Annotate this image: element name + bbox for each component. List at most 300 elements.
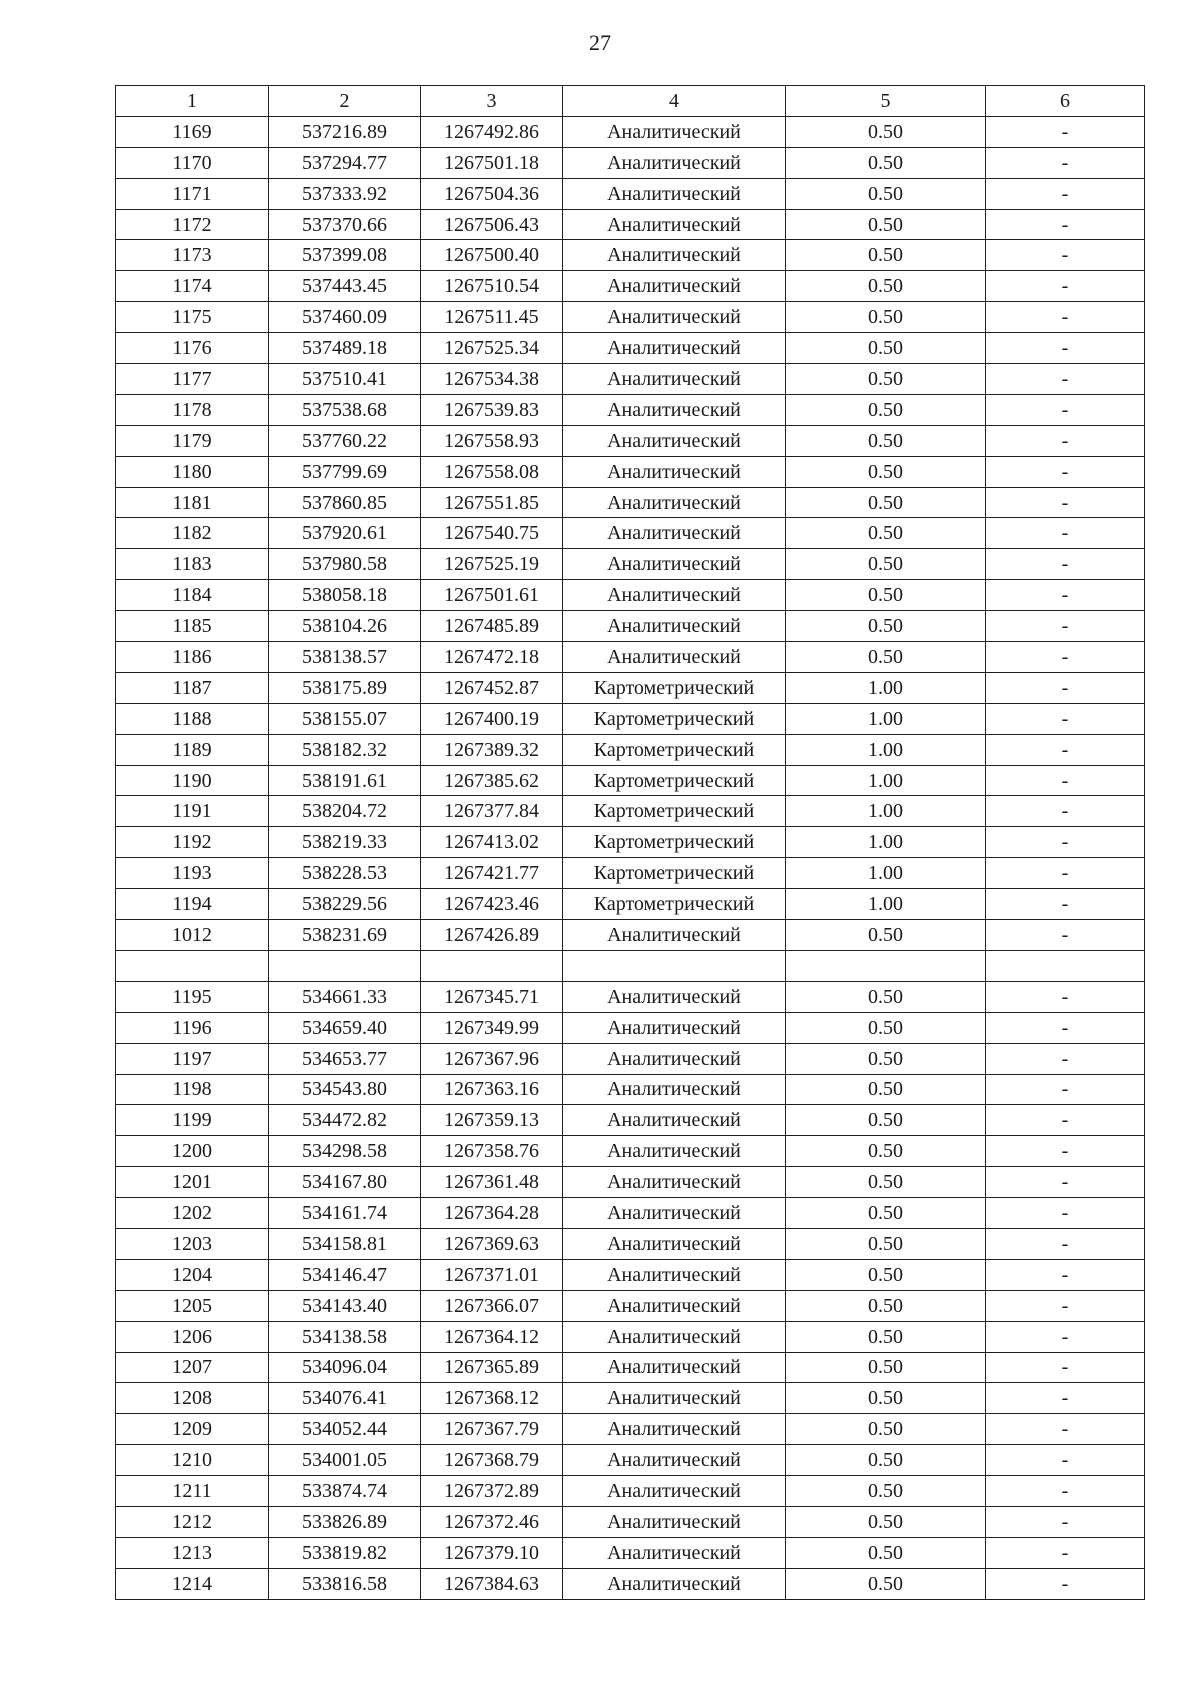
- x-coordinate-cell: 537399.08: [269, 240, 421, 271]
- method-cell: Аналитический: [563, 1105, 786, 1136]
- accuracy-cell: 0.50: [786, 456, 986, 487]
- note-cell: -: [986, 1043, 1145, 1074]
- note-cell: -: [986, 240, 1145, 271]
- x-coordinate-cell: 537443.45: [269, 271, 421, 302]
- column-header: 4: [563, 86, 786, 117]
- x-coordinate-cell: 534161.74: [269, 1198, 421, 1229]
- method-cell: Аналитический: [563, 1537, 786, 1568]
- method-cell: Аналитический: [563, 116, 786, 147]
- table-row: [116, 394, 1145, 425]
- point-number-cell: 1186: [116, 642, 269, 673]
- x-coordinate-cell: 534138.58: [269, 1321, 421, 1352]
- point-number-cell: 1210: [116, 1445, 269, 1476]
- note-cell: -: [986, 456, 1145, 487]
- method-cell: Картометрический: [563, 672, 786, 703]
- note-cell: -: [986, 765, 1145, 796]
- y-coordinate-cell: 1267367.79: [421, 1414, 563, 1445]
- table-row: [116, 549, 1145, 580]
- table-row: [116, 827, 1145, 858]
- table-row: [116, 1352, 1145, 1383]
- method-cell: Аналитический: [563, 1259, 786, 1290]
- table-row: [116, 209, 1145, 240]
- point-number-cell: 1182: [116, 518, 269, 549]
- accuracy-cell: 0.50: [786, 487, 986, 518]
- method-cell: Аналитический: [563, 1167, 786, 1198]
- y-coordinate-cell: 1267368.12: [421, 1383, 563, 1414]
- accuracy-cell: 0.50: [786, 116, 986, 147]
- accuracy-cell: 0.50: [786, 147, 986, 178]
- method-cell: Аналитический: [563, 147, 786, 178]
- point-number-cell: 1178: [116, 394, 269, 425]
- x-coordinate-cell: 534659.40: [269, 1012, 421, 1043]
- point-number-cell: 1202: [116, 1198, 269, 1229]
- method-cell: Аналитический: [563, 1321, 786, 1352]
- x-coordinate-cell: 534001.05: [269, 1445, 421, 1476]
- point-number-cell: 1181: [116, 487, 269, 518]
- y-coordinate-cell: 1267525.34: [421, 333, 563, 364]
- column-header: 3: [421, 86, 563, 117]
- column-header: 5: [786, 86, 986, 117]
- point-number-cell: 1180: [116, 456, 269, 487]
- y-coordinate-cell: [421, 950, 563, 981]
- method-cell: Аналитический: [563, 1506, 786, 1537]
- note-cell: -: [986, 1352, 1145, 1383]
- y-coordinate-cell: 1267364.28: [421, 1198, 563, 1229]
- accuracy-cell: 0.50: [786, 580, 986, 611]
- point-number-cell: 1175: [116, 302, 269, 333]
- y-coordinate-cell: 1267421.77: [421, 858, 563, 889]
- table-row: [116, 796, 1145, 827]
- point-number-cell: 1203: [116, 1228, 269, 1259]
- y-coordinate-cell: 1267492.86: [421, 116, 563, 147]
- method-cell: Картометрический: [563, 703, 786, 734]
- method-cell: Аналитический: [563, 1136, 786, 1167]
- point-number-cell: 1193: [116, 858, 269, 889]
- method-cell: Картометрический: [563, 889, 786, 920]
- x-coordinate-cell: 534076.41: [269, 1383, 421, 1414]
- table-row: [116, 302, 1145, 333]
- point-number-cell: 1212: [116, 1506, 269, 1537]
- x-coordinate-cell: 537216.89: [269, 116, 421, 147]
- point-number-cell: 1196: [116, 1012, 269, 1043]
- table-row: [116, 240, 1145, 271]
- table-row: [116, 1198, 1145, 1229]
- accuracy-cell: 0.50: [786, 1259, 986, 1290]
- point-number-cell: 1190: [116, 765, 269, 796]
- point-number-cell: 1198: [116, 1074, 269, 1105]
- accuracy-cell: 1.00: [786, 703, 986, 734]
- accuracy-cell: 0.50: [786, 1012, 986, 1043]
- note-cell: -: [986, 1012, 1145, 1043]
- table-row: [116, 1445, 1145, 1476]
- x-coordinate-cell: [269, 950, 421, 981]
- accuracy-cell: 0.50: [786, 1537, 986, 1568]
- note-cell: -: [986, 1167, 1145, 1198]
- note-cell: -: [986, 981, 1145, 1012]
- method-cell: Аналитический: [563, 518, 786, 549]
- accuracy-cell: 1.00: [786, 858, 986, 889]
- y-coordinate-cell: 1267539.83: [421, 394, 563, 425]
- accuracy-cell: 0.50: [786, 1352, 986, 1383]
- y-coordinate-cell: 1267389.32: [421, 734, 563, 765]
- accuracy-cell: 0.50: [786, 611, 986, 642]
- x-coordinate-cell: 537370.66: [269, 209, 421, 240]
- table-row: [116, 1414, 1145, 1445]
- table-row: [116, 703, 1145, 734]
- y-coordinate-cell: 1267372.46: [421, 1506, 563, 1537]
- y-coordinate-cell: 1267358.76: [421, 1136, 563, 1167]
- y-coordinate-cell: 1267485.89: [421, 611, 563, 642]
- x-coordinate-cell: 537294.77: [269, 147, 421, 178]
- table-row: [116, 1105, 1145, 1136]
- x-coordinate-cell: 534143.40: [269, 1290, 421, 1321]
- note-cell: -: [986, 1228, 1145, 1259]
- method-cell: Аналитический: [563, 1228, 786, 1259]
- point-number-cell: 1188: [116, 703, 269, 734]
- table-row: [116, 1321, 1145, 1352]
- x-coordinate-cell: 533819.82: [269, 1537, 421, 1568]
- note-cell: [986, 950, 1145, 981]
- table-row: [116, 518, 1145, 549]
- note-cell: -: [986, 611, 1145, 642]
- x-coordinate-cell: 537799.69: [269, 456, 421, 487]
- note-cell: -: [986, 487, 1145, 518]
- accuracy-cell: 0.50: [786, 1167, 986, 1198]
- x-coordinate-cell: 538182.32: [269, 734, 421, 765]
- accuracy-cell: 0.50: [786, 394, 986, 425]
- method-cell: Аналитический: [563, 302, 786, 333]
- point-number-cell: 1197: [116, 1043, 269, 1074]
- accuracy-cell: 0.50: [786, 209, 986, 240]
- method-cell: Аналитический: [563, 456, 786, 487]
- method-cell: Картометрический: [563, 858, 786, 889]
- table-body: [116, 116, 1145, 1599]
- note-cell: -: [986, 147, 1145, 178]
- accuracy-cell: 0.50: [786, 981, 986, 1012]
- point-number-cell: 1174: [116, 271, 269, 302]
- point-number-cell: 1201: [116, 1167, 269, 1198]
- x-coordinate-cell: 534096.04: [269, 1352, 421, 1383]
- note-cell: -: [986, 1074, 1145, 1105]
- method-cell: Аналитический: [563, 487, 786, 518]
- y-coordinate-cell: 1267558.08: [421, 456, 563, 487]
- y-coordinate-cell: 1267369.63: [421, 1228, 563, 1259]
- method-cell: [563, 950, 786, 981]
- accuracy-cell: 0.50: [786, 1290, 986, 1321]
- x-coordinate-cell: 533826.89: [269, 1506, 421, 1537]
- table-row: [116, 672, 1145, 703]
- note-cell: -: [986, 518, 1145, 549]
- accuracy-cell: 0.50: [786, 518, 986, 549]
- method-cell: Аналитический: [563, 611, 786, 642]
- method-cell: Картометрический: [563, 796, 786, 827]
- x-coordinate-cell: 537510.41: [269, 364, 421, 395]
- point-number-cell: 1194: [116, 889, 269, 920]
- accuracy-cell: 0.50: [786, 1383, 986, 1414]
- method-cell: Аналитический: [563, 1290, 786, 1321]
- y-coordinate-cell: 1267366.07: [421, 1290, 563, 1321]
- table-row: [116, 950, 1145, 981]
- note-cell: -: [986, 1383, 1145, 1414]
- y-coordinate-cell: 1267377.84: [421, 796, 563, 827]
- x-coordinate-cell: 538058.18: [269, 580, 421, 611]
- accuracy-cell: 0.50: [786, 642, 986, 673]
- note-cell: -: [986, 889, 1145, 920]
- accuracy-cell: 1.00: [786, 765, 986, 796]
- column-header: 2: [269, 86, 421, 117]
- note-cell: -: [986, 1506, 1145, 1537]
- point-number-cell: 1185: [116, 611, 269, 642]
- y-coordinate-cell: 1267385.62: [421, 765, 563, 796]
- y-coordinate-cell: 1267452.87: [421, 672, 563, 703]
- accuracy-cell: 0.50: [786, 920, 986, 951]
- method-cell: Аналитический: [563, 1352, 786, 1383]
- method-cell: Аналитический: [563, 240, 786, 271]
- table-row: [116, 1290, 1145, 1321]
- x-coordinate-cell: 538204.72: [269, 796, 421, 827]
- x-coordinate-cell: 537333.92: [269, 178, 421, 209]
- y-coordinate-cell: 1267504.36: [421, 178, 563, 209]
- y-coordinate-cell: 1267364.12: [421, 1321, 563, 1352]
- x-coordinate-cell: 538191.61: [269, 765, 421, 796]
- y-coordinate-cell: 1267365.89: [421, 1352, 563, 1383]
- table-row: [116, 1476, 1145, 1507]
- x-coordinate-cell: 537460.09: [269, 302, 421, 333]
- y-coordinate-cell: 1267361.48: [421, 1167, 563, 1198]
- y-coordinate-cell: 1267426.89: [421, 920, 563, 951]
- x-coordinate-cell: 538175.89: [269, 672, 421, 703]
- note-cell: -: [986, 209, 1145, 240]
- accuracy-cell: 0.50: [786, 1321, 986, 1352]
- y-coordinate-cell: 1267501.61: [421, 580, 563, 611]
- accuracy-cell: 0.50: [786, 302, 986, 333]
- y-coordinate-cell: 1267379.10: [421, 1537, 563, 1568]
- x-coordinate-cell: 537538.68: [269, 394, 421, 425]
- method-cell: Аналитический: [563, 1414, 786, 1445]
- x-coordinate-cell: 537760.22: [269, 425, 421, 456]
- table-row: [116, 1136, 1145, 1167]
- table-row: [116, 178, 1145, 209]
- y-coordinate-cell: 1267363.16: [421, 1074, 563, 1105]
- point-number-cell: 1183: [116, 549, 269, 580]
- method-cell: Аналитический: [563, 1445, 786, 1476]
- point-number-cell: 1170: [116, 147, 269, 178]
- accuracy-cell: 0.50: [786, 1445, 986, 1476]
- coordinates-table: [115, 85, 1145, 1600]
- x-coordinate-cell: 537860.85: [269, 487, 421, 518]
- note-cell: -: [986, 425, 1145, 456]
- note-cell: -: [986, 642, 1145, 673]
- accuracy-cell: 0.50: [786, 1228, 986, 1259]
- table-row: [116, 1383, 1145, 1414]
- point-number-cell: 1208: [116, 1383, 269, 1414]
- table-row: [116, 1012, 1145, 1043]
- table-row: [116, 580, 1145, 611]
- x-coordinate-cell: 534158.81: [269, 1228, 421, 1259]
- table-row: [116, 333, 1145, 364]
- x-coordinate-cell: 534298.58: [269, 1136, 421, 1167]
- accuracy-cell: 0.50: [786, 1476, 986, 1507]
- accuracy-cell: 0.50: [786, 1414, 986, 1445]
- x-coordinate-cell: 538155.07: [269, 703, 421, 734]
- accuracy-cell: 1.00: [786, 827, 986, 858]
- y-coordinate-cell: 1267540.75: [421, 518, 563, 549]
- accuracy-cell: 0.50: [786, 1136, 986, 1167]
- point-number-cell: 1187: [116, 672, 269, 703]
- y-coordinate-cell: 1267501.18: [421, 147, 563, 178]
- table-row: [116, 1506, 1145, 1537]
- accuracy-cell: [786, 950, 986, 981]
- method-cell: Картометрический: [563, 827, 786, 858]
- point-number-cell: 1207: [116, 1352, 269, 1383]
- method-cell: Аналитический: [563, 920, 786, 951]
- method-cell: Аналитический: [563, 209, 786, 240]
- point-number-cell: 1172: [116, 209, 269, 240]
- accuracy-cell: 0.50: [786, 1074, 986, 1105]
- note-cell: -: [986, 796, 1145, 827]
- note-cell: -: [986, 920, 1145, 951]
- y-coordinate-cell: 1267551.85: [421, 487, 563, 518]
- accuracy-cell: 0.50: [786, 1506, 986, 1537]
- point-number-cell: 1200: [116, 1136, 269, 1167]
- note-cell: -: [986, 178, 1145, 209]
- y-coordinate-cell: 1267359.13: [421, 1105, 563, 1136]
- note-cell: -: [986, 1259, 1145, 1290]
- table-header-row: [116, 86, 1145, 117]
- accuracy-cell: 1.00: [786, 889, 986, 920]
- point-number-cell: 1171: [116, 178, 269, 209]
- point-number-cell: 1205: [116, 1290, 269, 1321]
- note-cell: -: [986, 333, 1145, 364]
- x-coordinate-cell: 533874.74: [269, 1476, 421, 1507]
- x-coordinate-cell: 534661.33: [269, 981, 421, 1012]
- table-row: [116, 889, 1145, 920]
- note-cell: -: [986, 1290, 1145, 1321]
- x-coordinate-cell: 534146.47: [269, 1259, 421, 1290]
- table-row: [116, 920, 1145, 951]
- method-cell: Аналитический: [563, 333, 786, 364]
- y-coordinate-cell: 1267371.01: [421, 1259, 563, 1290]
- note-cell: -: [986, 1445, 1145, 1476]
- y-coordinate-cell: 1267534.38: [421, 364, 563, 395]
- table-row: [116, 1043, 1145, 1074]
- point-number-cell: 1189: [116, 734, 269, 765]
- table-row: [116, 271, 1145, 302]
- note-cell: -: [986, 1198, 1145, 1229]
- note-cell: -: [986, 271, 1145, 302]
- note-cell: -: [986, 703, 1145, 734]
- note-cell: -: [986, 1136, 1145, 1167]
- note-cell: -: [986, 1476, 1145, 1507]
- x-coordinate-cell: 537980.58: [269, 549, 421, 580]
- note-cell: -: [986, 672, 1145, 703]
- note-cell: -: [986, 1321, 1145, 1352]
- accuracy-cell: 0.50: [786, 549, 986, 580]
- note-cell: -: [986, 1568, 1145, 1599]
- point-number-cell: 1176: [116, 333, 269, 364]
- accuracy-cell: 0.50: [786, 1105, 986, 1136]
- accuracy-cell: 0.50: [786, 364, 986, 395]
- x-coordinate-cell: 534052.44: [269, 1414, 421, 1445]
- x-coordinate-cell: 538138.57: [269, 642, 421, 673]
- table-row: [116, 765, 1145, 796]
- point-number-cell: 1191: [116, 796, 269, 827]
- method-cell: Аналитический: [563, 1476, 786, 1507]
- note-cell: -: [986, 549, 1145, 580]
- method-cell: Аналитический: [563, 1074, 786, 1105]
- note-cell: -: [986, 1537, 1145, 1568]
- point-number-cell: 1213: [116, 1537, 269, 1568]
- point-number-cell: 1206: [116, 1321, 269, 1352]
- method-cell: Аналитический: [563, 981, 786, 1012]
- method-cell: Картометрический: [563, 765, 786, 796]
- note-cell: -: [986, 1105, 1145, 1136]
- x-coordinate-cell: 538229.56: [269, 889, 421, 920]
- note-cell: -: [986, 1414, 1145, 1445]
- method-cell: Аналитический: [563, 549, 786, 580]
- point-number-cell: 1169: [116, 116, 269, 147]
- y-coordinate-cell: 1267423.46: [421, 889, 563, 920]
- note-cell: -: [986, 580, 1145, 611]
- y-coordinate-cell: 1267511.45: [421, 302, 563, 333]
- x-coordinate-cell: 537920.61: [269, 518, 421, 549]
- x-coordinate-cell: 538104.26: [269, 611, 421, 642]
- accuracy-cell: 1.00: [786, 672, 986, 703]
- column-header: 1: [116, 86, 269, 117]
- table-row: [116, 1537, 1145, 1568]
- method-cell: Картометрический: [563, 734, 786, 765]
- table-row: [116, 734, 1145, 765]
- page-number: 27: [589, 30, 611, 55]
- table-row: [116, 1167, 1145, 1198]
- table-row: [116, 981, 1145, 1012]
- table-row: [116, 147, 1145, 178]
- accuracy-cell: 0.50: [786, 271, 986, 302]
- note-cell: -: [986, 116, 1145, 147]
- column-header: 6: [986, 86, 1145, 117]
- accuracy-cell: 1.00: [786, 796, 986, 827]
- accuracy-cell: 0.50: [786, 178, 986, 209]
- y-coordinate-cell: 1267372.89: [421, 1476, 563, 1507]
- method-cell: Аналитический: [563, 425, 786, 456]
- accuracy-cell: 0.50: [786, 1568, 986, 1599]
- y-coordinate-cell: 1267413.02: [421, 827, 563, 858]
- note-cell: -: [986, 734, 1145, 765]
- y-coordinate-cell: 1267345.71: [421, 981, 563, 1012]
- x-coordinate-cell: 534167.80: [269, 1167, 421, 1198]
- accuracy-cell: 0.50: [786, 425, 986, 456]
- point-number-cell: 1012: [116, 920, 269, 951]
- table-row: [116, 116, 1145, 147]
- method-cell: Аналитический: [563, 1012, 786, 1043]
- point-number-cell: 1173: [116, 240, 269, 271]
- y-coordinate-cell: 1267367.96: [421, 1043, 563, 1074]
- point-number-cell: 1192: [116, 827, 269, 858]
- accuracy-cell: 0.50: [786, 333, 986, 364]
- accuracy-cell: 1.00: [786, 734, 986, 765]
- y-coordinate-cell: 1267349.99: [421, 1012, 563, 1043]
- y-coordinate-cell: 1267558.93: [421, 425, 563, 456]
- table-row: [116, 858, 1145, 889]
- point-number-cell: 1214: [116, 1568, 269, 1599]
- x-coordinate-cell: 538231.69: [269, 920, 421, 951]
- table-row: [116, 1568, 1145, 1599]
- accuracy-cell: 0.50: [786, 1043, 986, 1074]
- x-coordinate-cell: 538219.33: [269, 827, 421, 858]
- method-cell: Аналитический: [563, 1198, 786, 1229]
- table-row: [116, 364, 1145, 395]
- y-coordinate-cell: 1267472.18: [421, 642, 563, 673]
